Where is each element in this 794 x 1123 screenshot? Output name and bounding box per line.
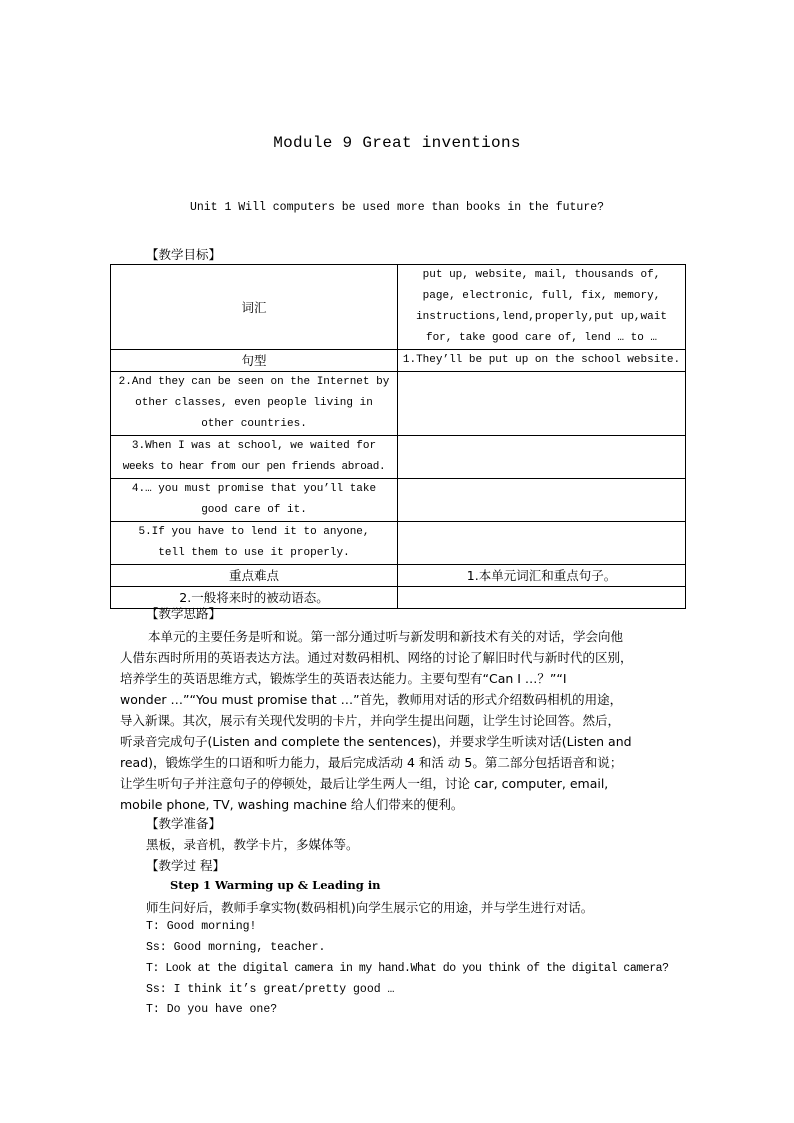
paragraph-line: mobile phone, TV, washing machine 给人们带来的便利。 <box>120 797 464 812</box>
key-point-1: 1.本单元词汇和重点句子。 <box>398 565 686 587</box>
empty-cell <box>398 522 686 565</box>
paragraph-line: 听录音完成句子(Listen and complete the sentences)，并要求学生听读对话(Listen and <box>120 734 632 749</box>
key-label: 重点难点 <box>111 565 398 587</box>
table-row <box>111 350 686 372</box>
dialogue-line: Ss: Good morning, teacher. <box>146 941 326 954</box>
dialogue-line: T: Do you have one? <box>146 1003 278 1016</box>
empty-cell <box>398 479 686 522</box>
sentence-2 <box>111 372 398 436</box>
sentence-1: 1.They’ll be put up on the school website. <box>398 350 686 372</box>
sentence-line: 4.… you must promise that you’ll take <box>131 483 377 495</box>
sentence-line: tell them to use it properly. <box>158 547 350 559</box>
sentence-line: 5.If you have to lend it to anyone, <box>138 526 370 538</box>
prep-text: 黑板，录音机，教学卡片，多媒体等。 <box>146 837 359 852</box>
paragraph-line: 培养学生的英语思维方式，锻炼学生的英语表达能力。主要句型有“Can I …？”“I <box>120 671 567 686</box>
empty-cell <box>398 587 686 609</box>
table-row <box>111 372 686 436</box>
sentence-5 <box>111 522 398 565</box>
teaching-goals-table <box>110 264 686 609</box>
ideas-paragraph <box>120 626 680 815</box>
empty-cell <box>398 372 686 436</box>
table-row <box>111 436 686 479</box>
sentence-line: other countries. <box>201 418 307 430</box>
sentence-line: 2.And they can be seen on the Internet by <box>118 376 390 388</box>
table-row <box>111 565 686 587</box>
sentence-line: 3.When I was at school, we waited for <box>131 440 377 452</box>
section-heading-process: 【教学过 程】 <box>146 858 225 873</box>
section-heading-goals: 【教学目标】 <box>146 247 222 262</box>
table-row <box>111 479 686 522</box>
empty-cell <box>398 436 686 479</box>
sentence-3 <box>111 436 398 479</box>
table-row <box>111 522 686 565</box>
sentence-4 <box>111 479 398 522</box>
vocab-cell <box>398 265 686 350</box>
paragraph-line: 让学生听句子并注意句子的停顿处，最后让学生两人一组，讨论 car, computer, email, <box>120 776 609 791</box>
sentence-label: 句型 <box>111 350 398 372</box>
dialogue-line: Ss: I think it’s great/pretty good … <box>146 983 395 996</box>
paragraph-line: 人借东西时所用的英语表达方法。通过对数码相机、网络的讨论了解旧时代与新时代的区别， <box>120 650 633 665</box>
paragraph-line: read)，锻炼学生的口语和听力能力，最后完成活动 4 和活 动 5。第二部分包括语音和说； <box>120 755 623 770</box>
vocab-line: put up, website, mail, thousands of, <box>422 269 661 281</box>
dialogue-line: T: Good morning! <box>146 920 257 933</box>
page-title: Module 9 Great inventions <box>273 134 521 152</box>
sentence-line: good care of it. <box>201 504 307 516</box>
paragraph-line: 本单元的主要任务是听和说。第一部分通过听与新发明和新技术有关的对话，学会向他 <box>148 629 624 644</box>
vocab-line: page, electronic, full, fix, memory, <box>422 290 661 302</box>
sentence-line: other classes, even people living in <box>135 397 373 409</box>
step-1-title: Step 1 Warming up & Leading in <box>170 878 381 892</box>
vocab-line: for, take good care of, lend … to … <box>425 332 658 344</box>
paragraph-line: 导入新课。其次，展示有关现代发明的卡片，并向学生提出问题，让学生讨论回答。然后， <box>120 713 621 728</box>
sentence-line: weeks to hear from our pen friends abroad. <box>122 461 386 473</box>
step-1-intro: 师生问好后，教师手拿实物(数码相机)向学生展示它的用途，并与学生进行对话。 <box>146 900 594 915</box>
unit-subtitle: Unit 1 Will computers be used more than books in the future? <box>189 201 605 214</box>
vocab-label: 词汇 <box>111 265 398 350</box>
section-heading-prep: 【教学准备】 <box>146 816 222 831</box>
section-heading-ideas: 【教学思路】 <box>146 606 222 621</box>
vocab-line: instructions,lend,properly,put up,wait <box>416 311 667 323</box>
table-row <box>111 265 686 350</box>
dialogue-line: T: Look at the digital camera in my hand.What do you think of the digital camera? <box>146 962 669 975</box>
paragraph-line: wonder …”“You must promise that …”首先，教师用对话的形式介绍数码相机的用途， <box>120 692 623 707</box>
key-point-2: 2.一般将来时的被动语态。 <box>111 587 398 609</box>
